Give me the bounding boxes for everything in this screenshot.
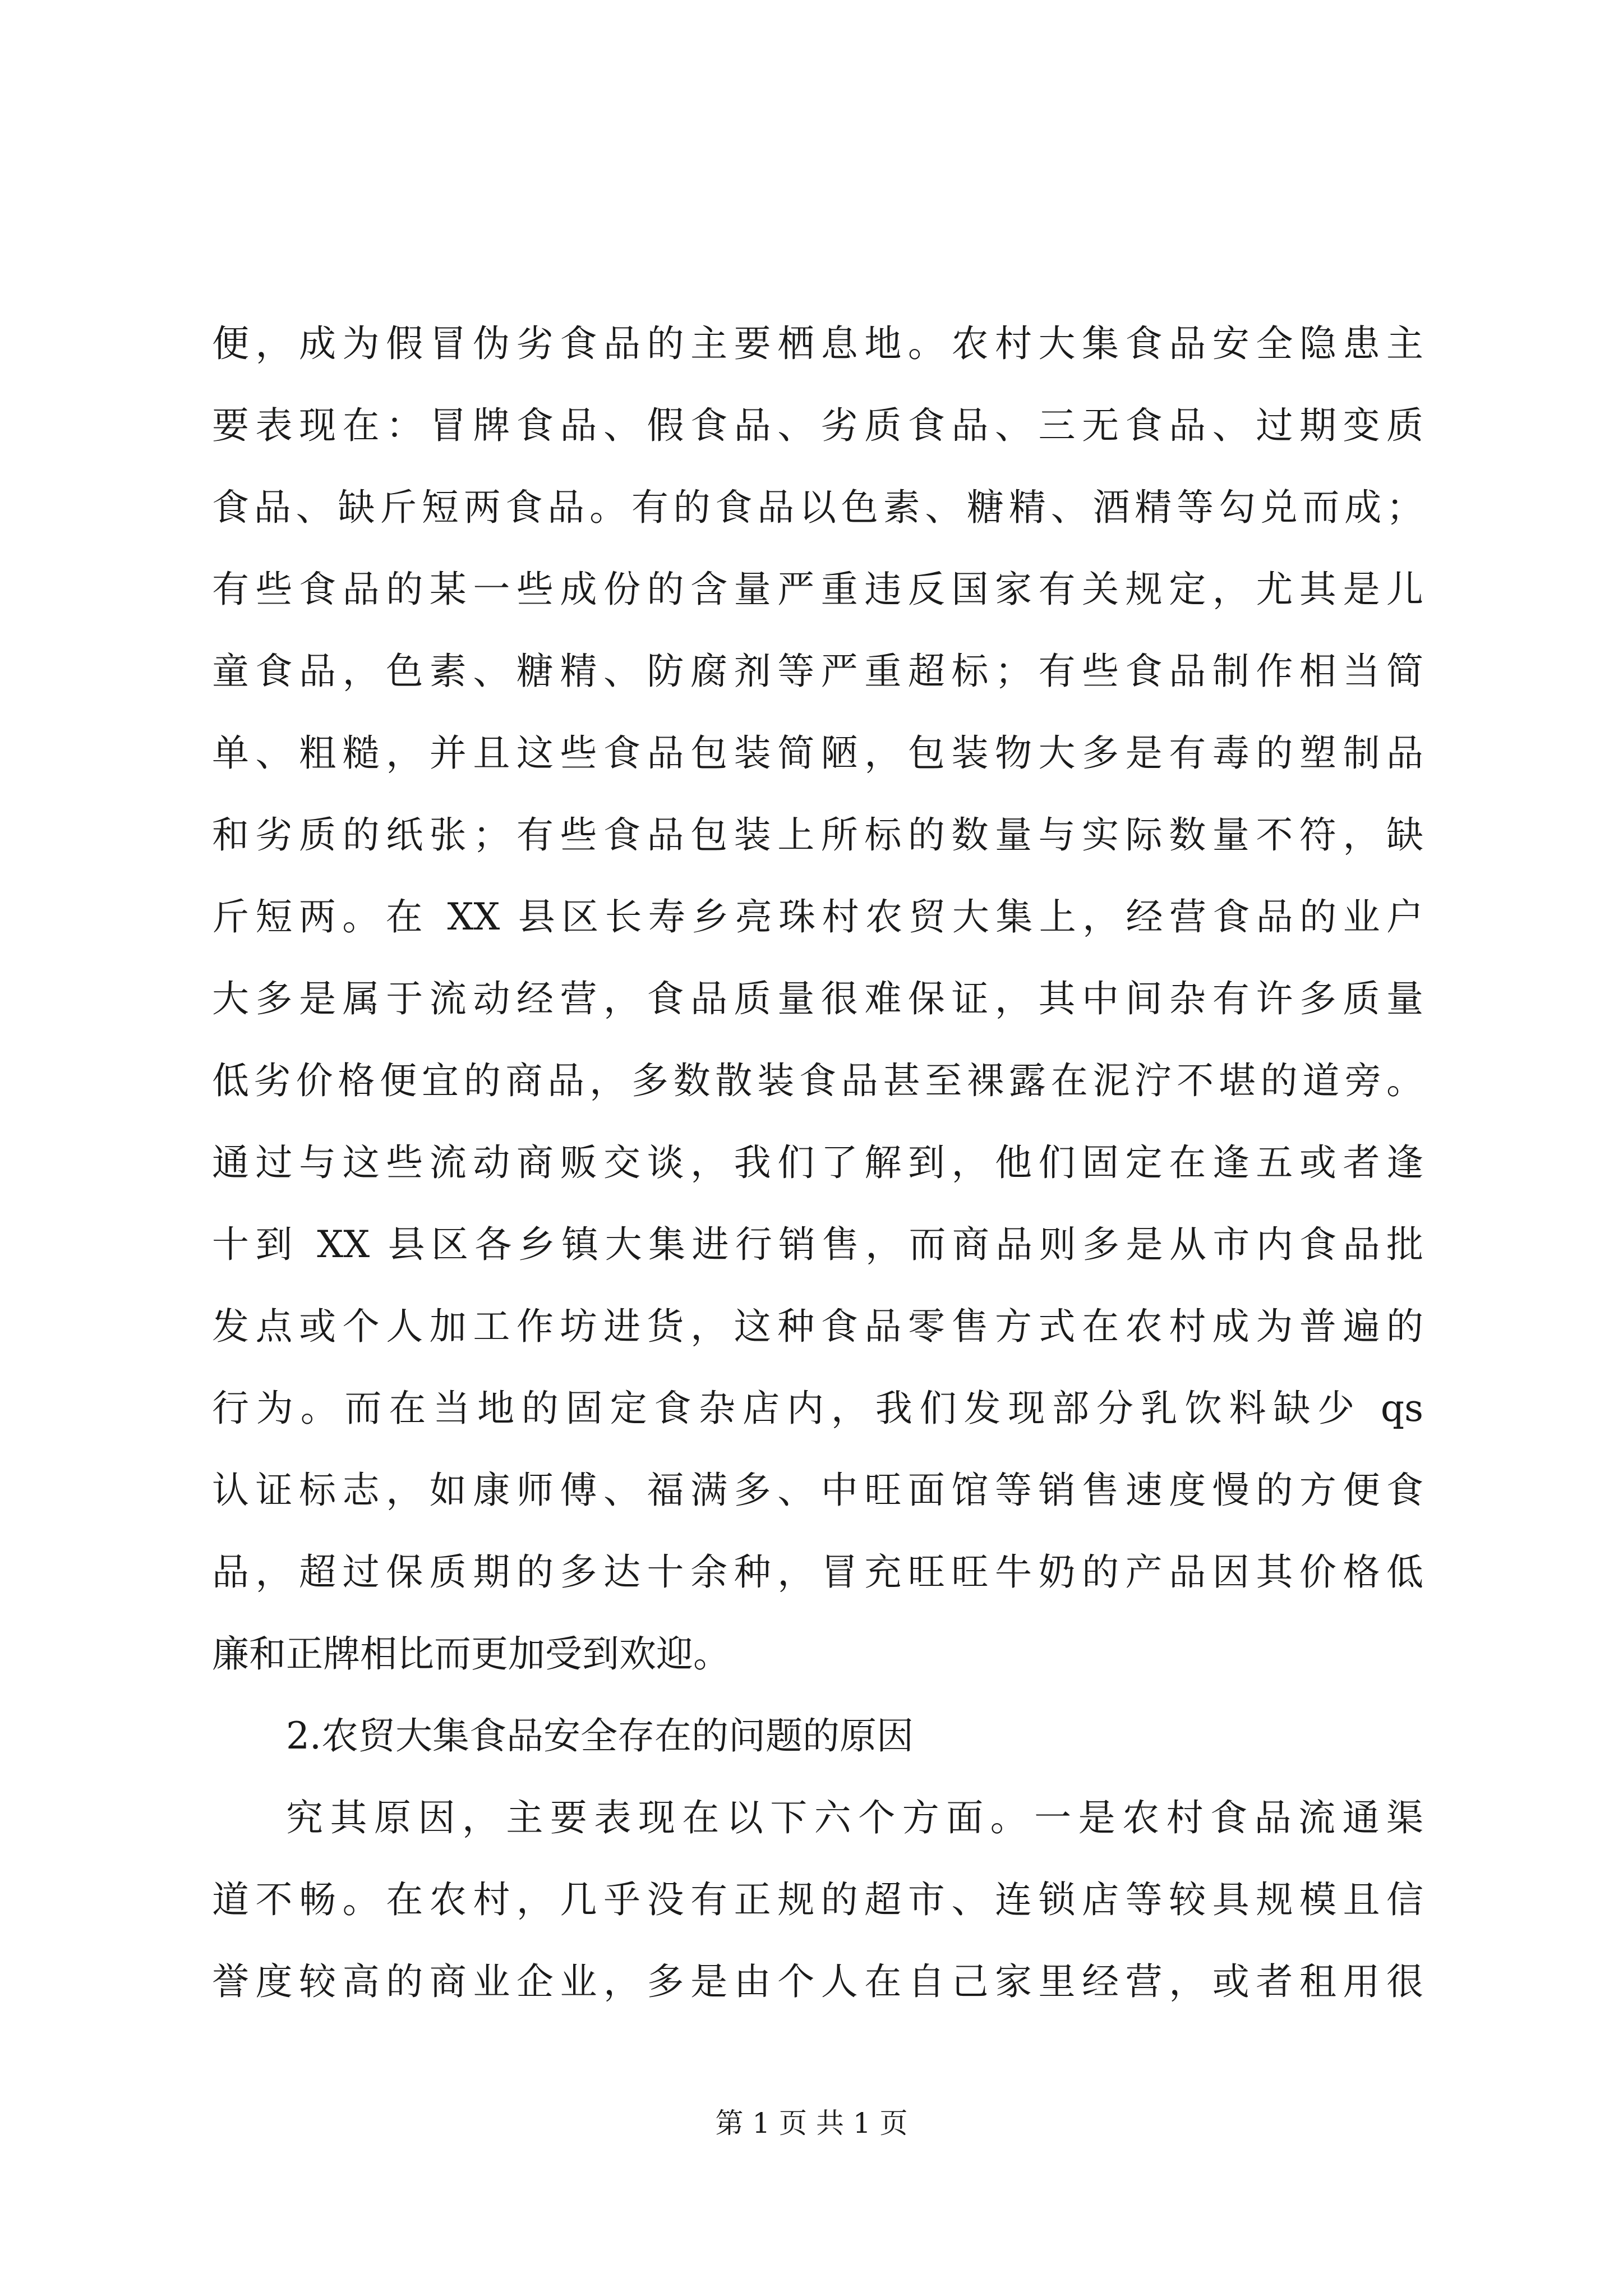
text-line: 便，成为假冒伪劣食品的主要栖息地。农村大集食品安全隐患主	[212, 322, 1423, 365]
text-line: 斤短两。在 XX 县区长寿乡亮珠村农贸大集上，经营食品的业户	[212, 895, 1423, 938]
text-line: 究其原因，主要表现在以下六个方面。一是农村食品流通渠	[286, 1796, 1423, 1839]
text-line: 有些食品的某一些成份的含量严重违反国家有关规定，尤其是儿	[212, 568, 1423, 611]
section-heading: 2.农贸大集食品安全存在的问题的原因	[286, 1714, 914, 1757]
text-line: 单、粗糙，并且这些食品包装简陋，包装物大多是有毒的塑制品	[212, 731, 1423, 775]
text-line: 发点或个人加工作坊进货，这种食品零售方式在农村成为普遍的	[212, 1305, 1423, 1348]
text-line: 廉和正牌相比而更加受到欢迎。	[212, 1632, 730, 1676]
text-line: 大多是属于流动经营，食品质量很难保证，其中间杂有许多质量	[212, 977, 1423, 1020]
text-line: 通过与这些流动商贩交谈，我们了解到，他们固定在逢五或者逢	[212, 1141, 1423, 1184]
page-footer	[0, 2106, 1623, 2140]
text-line: 十到 XX 县区各乡镇大集进行销售，而商品则多是从市内食品批	[212, 1223, 1423, 1266]
text-line: 低劣价格便宜的商品，多数散装食品甚至裸露在泥泞不堪的道旁。	[212, 1059, 1423, 1102]
page-number-label: 第 1 页 共 1 页	[715, 2107, 908, 2139]
text-line: 品，超过保质期的多达十余种，冒充旺旺牛奶的产品因其价格低	[212, 1550, 1423, 1594]
text-line: 誉度较高的商业企业，多是由个人在自己家里经营，或者租用很	[212, 1960, 1423, 2003]
text-line: 行为。而在当地的固定食杂店内，我们发现部分乳饮料缺少 qs	[212, 1387, 1423, 1430]
text-line: 道不畅。在农村，几乎没有正规的超市、连锁店等较具规模且信	[212, 1878, 1423, 1921]
text-line: 食品、缺斤短两食品。有的食品以色素、糖精、酒精等勾兑而成；	[212, 486, 1423, 529]
text-line: 童食品，色素、糖精、防腐剂等严重超标；有些食品制作相当简	[212, 650, 1423, 693]
text-line: 要表现在：冒牌食品、假食品、劣质食品、三无食品、过期变质	[212, 404, 1423, 447]
document-body	[212, 303, 1423, 2023]
text-line: 和劣质的纸张；有些食品包装上所标的数量与实际数量不符，缺	[212, 813, 1423, 857]
text-line: 认证标志，如康师傅、福满多、中旺面馆等销售速度慢的方便食	[212, 1469, 1423, 1512]
